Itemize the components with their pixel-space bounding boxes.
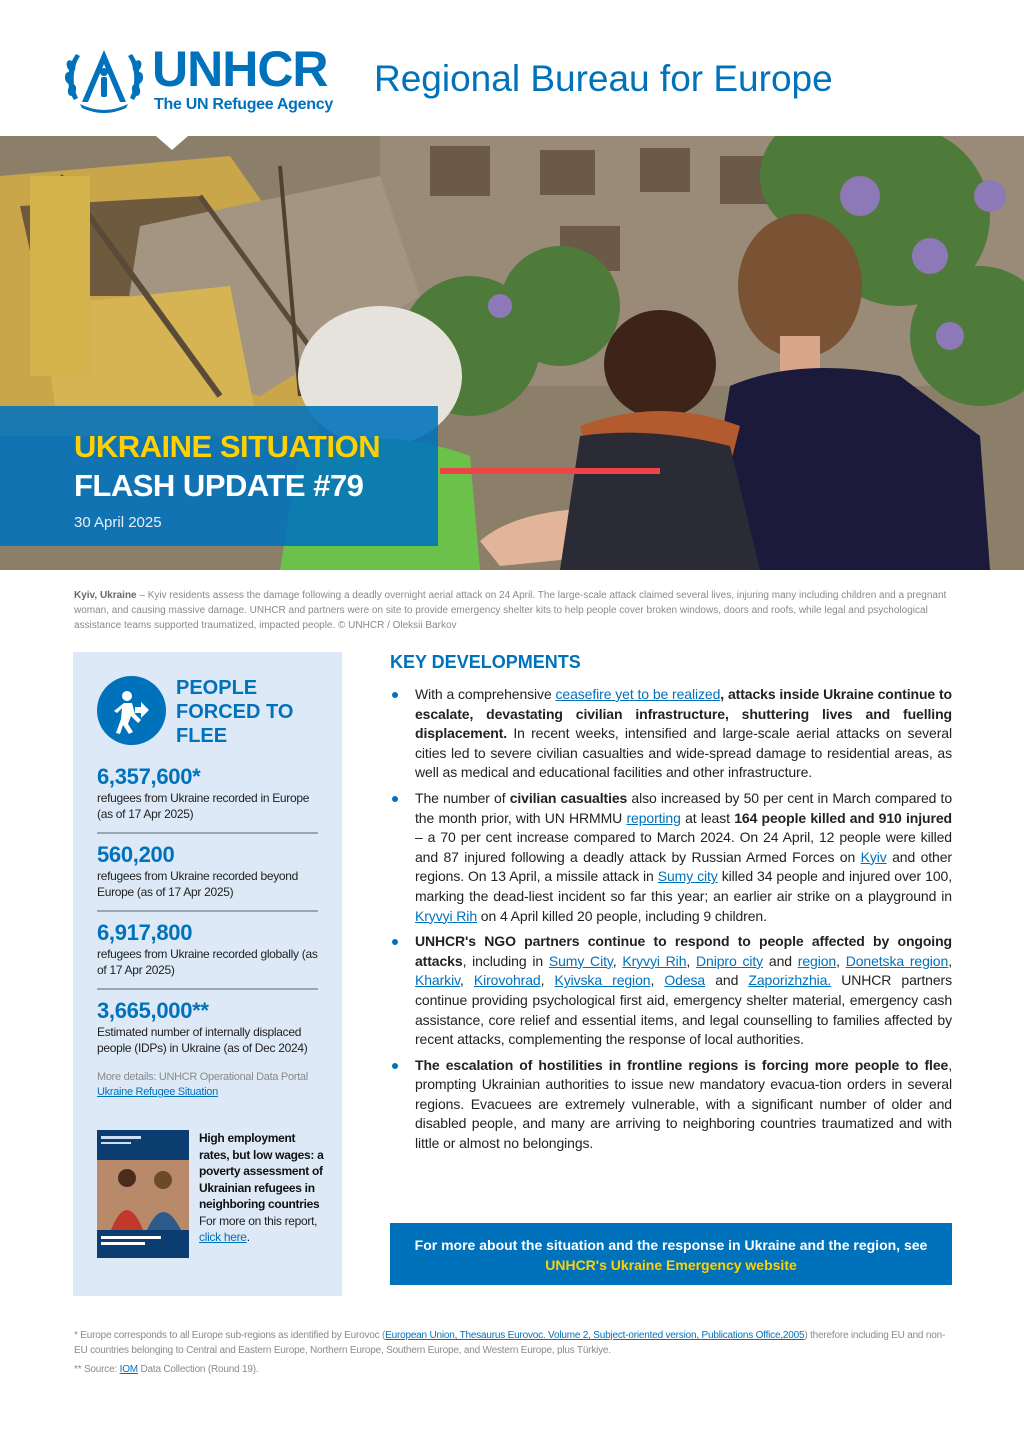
- title-flash-update: FLASH UPDATE #79: [74, 468, 364, 503]
- dnipro-city-link[interactable]: Dnipro city: [696, 952, 764, 969]
- footnotes: [74, 1328, 954, 1377]
- unhcr-emblem-icon: [62, 42, 146, 116]
- sidebar-header: [97, 676, 318, 756]
- bullet-bold: , attacks inside Ukraine continue to escalate, devastating civilian infrastructure, shuttering lives and fuelling displacement.: [415, 686, 952, 742]
- stat-idps: [97, 990, 318, 1066]
- bullet-bold: UNHCR's NGO partners continue to respond to people affected by ongoing attacks: [415, 933, 952, 969]
- kirovohrad-link[interactable]: Kirovohrad: [473, 972, 541, 989]
- caption-text: – Kyiv residents assess the damage following a deadly overnight aerial attack on 24 April. The large-scale attack claimed several lives, injuring many including children and a pregnant woman, and causing massive damage. UNHCR and partners were on site to provide emergency shelter kits to help people cover broken windows, doors and roofs, while legal and psychological assistance teams supported traumatized, impacted people. © UNHCR / Oleksii Barkov: [74, 590, 947, 631]
- footnote-europe: [74, 1328, 954, 1358]
- emergency-website-banner[interactable]: [390, 1223, 952, 1285]
- stat-value: 6,357,600*: [97, 764, 201, 789]
- list-item: UNHCR's NGO partners continue to respond to people affected by ongoing attacks, including in Sumy City, Kryvyi Rih, Dnipro city and region, Donetska region, Kharkiv, Kirovohrad, Kyivska region, Odesa and Zaporizhzhia. UNHCR partners continue providing psychological first aid, emergency shelter material, emergency cash assistance, core relief and essential items, and legal counselling to families affected by recent attacks, complementing the response of local authorities.: [390, 932, 952, 1050]
- publication-date: 30 April 2025: [74, 514, 162, 531]
- more-details-text: More details: UNHCR Operational Data Portal: [97, 1071, 308, 1083]
- report-click-here-link[interactable]: click here: [199, 1230, 247, 1244]
- bullet-text: With a comprehensive: [415, 686, 556, 702]
- report-promo: [97, 1130, 327, 1280]
- unhcr-wordmark: UNHCR: [152, 41, 328, 97]
- report-more: [199, 1213, 325, 1246]
- report-more-text: For more on this report,: [199, 1213, 318, 1228]
- more-details: [97, 1070, 318, 1100]
- report-title: High employment rates, but low wages: a poverty assessment of Ukrainian refugees in neighboring countries: [199, 1131, 324, 1211]
- footnote-text: Data Collection (Round 19).: [137, 1364, 259, 1375]
- cta-text: For more about the situation and the response in Ukraine and the region, see: [414, 1237, 928, 1253]
- kyivska-region-link[interactable]: Kyivska region: [554, 972, 651, 989]
- kryvyi-rih-ngo-link[interactable]: Kryvyi Rih: [622, 952, 687, 969]
- sidebar-title: PEOPLE FORCED TO FLEE: [176, 677, 294, 747]
- page-header: [0, 0, 1024, 136]
- zaporizhzhia-link[interactable]: Zaporizhzhia.: [748, 972, 832, 989]
- stat-label: Estimated number of internally displaced people (IDPs) in Ukraine (as of Dec 2024): [97, 1025, 308, 1055]
- bullet-text: UNHCR partners continue providing psychological first aid, emergency shelter material, emergency cash assistance, core relief and essential items, and legal counselling to families affected by recent attacks, complementing the response of local authorities.: [415, 972, 952, 1048]
- iom-link[interactable]: IOM: [119, 1364, 138, 1375]
- key-developments-list: [390, 685, 952, 1154]
- kharkiv-link[interactable]: Kharkiv: [415, 972, 460, 989]
- title-situation: UKRAINE SITUATION: [74, 429, 381, 464]
- sumy-city-ngo-link[interactable]: Sumy City: [548, 952, 613, 969]
- sidebar-people-forced-to-flee: [73, 652, 342, 1296]
- photo-caption: [74, 588, 960, 633]
- eurovoc-link[interactable]: European Union, Thesaurus Eurovoc. Volume 2, Subject-oriented version, Publications Office,2005: [385, 1330, 805, 1341]
- stat-beyond-europe: [97, 834, 318, 912]
- bullet-text: also increased by 50 per cent in March compared to the month prior, with UN HRMMU: [415, 789, 953, 826]
- kryvyi-rih-link[interactable]: Kryvyi Rih: [415, 907, 478, 924]
- bullet-text: and other regions. On 13 April, a missile attack in: [415, 848, 952, 885]
- list-item: [390, 789, 952, 926]
- bullet-text: , prompting Ukrainian authorities to issue new mandatory evacua-tion orders in several regions. Evacuees are extremely vulnerable, with a significant number of older and disabled people, and many are arriving to neighboring countries traumatized and with little or almost no belongings.: [415, 1056, 952, 1152]
- bullet-text: The number of: [415, 789, 510, 806]
- header-notch: [156, 136, 188, 150]
- bureau-title: Regional Bureau for Europe: [374, 58, 833, 99]
- stat-value: 6,917,800: [97, 920, 193, 945]
- stat-label: refugees from Ukraine recorded in Europe (as of 17 Apr 2025): [97, 791, 310, 821]
- odesa-link[interactable]: Odesa: [664, 972, 706, 989]
- bullet-bold: 164 people killed and 910 injured: [734, 809, 952, 826]
- bullet-bold: civilian casualties: [509, 789, 628, 806]
- bullet-text: and: [763, 952, 798, 969]
- ceasefire-link[interactable]: ceasefire yet to be realized: [555, 686, 721, 702]
- bullet-text: killed 34 people and injured over 100, marking the dead-liest incident so far this year; an earlier air strike on a playground in: [415, 868, 952, 904]
- title-banner: [0, 406, 438, 546]
- emergency-website-link[interactable]: UNHCR's Ukraine Emergency website: [545, 1257, 797, 1273]
- stat-value: 3,665,000**: [97, 998, 209, 1023]
- report-description: [199, 1130, 325, 1246]
- list-item: [390, 685, 952, 783]
- dnipro-region-link[interactable]: region: [797, 952, 837, 969]
- footnote-text: * Europe corresponds to all Europe sub-regions as identified by Eurovoc (: [74, 1330, 386, 1341]
- list-item: [390, 1056, 952, 1154]
- donetska-region-link[interactable]: Donetska region: [845, 952, 949, 969]
- sumy-city-link[interactable]: Sumy city: [657, 868, 718, 885]
- stat-label: refugees from Ukraine recorded globally (as of 17 Apr 2025): [97, 947, 318, 977]
- people-fleeing-icon: [97, 676, 166, 745]
- key-developments-heading: KEY DEVELOPMENTS: [390, 652, 581, 672]
- stat-europe: [97, 756, 318, 834]
- bullet-text: on 4 April killed 20 people, including 9 children.: [477, 907, 767, 924]
- footnote-text: ** Source:: [74, 1364, 120, 1375]
- kyiv-link[interactable]: Kyiv: [860, 848, 887, 865]
- unhcr-tagline: The UN Refugee Agency: [154, 96, 333, 113]
- ukraine-refugee-situation-link[interactable]: Ukraine Refugee Situation: [97, 1086, 218, 1098]
- stat-value: 560,200: [97, 842, 175, 867]
- footnote-source: [74, 1362, 954, 1377]
- bullet-text: – a 70 per cent increase compared to March 2024. On 24 April, 12 people were killed and 87 injured following a deadly attack by Russian Armed Forces on: [415, 829, 952, 865]
- bullet-text: , including in: [462, 952, 549, 969]
- report-period: .: [246, 1230, 250, 1244]
- stat-label: refugees from Ukraine recorded beyond Europe (as of 17 Apr 2025): [97, 869, 299, 899]
- report-cover-image[interactable]: [97, 1130, 189, 1258]
- bullet-text: In recent weeks, intensified and large-scale aerial attacks on several cities led to severe civilian casualties and wide-spread damage to residential areas, as well as medical and educational facilities and other infrastructure.: [415, 725, 952, 781]
- key-developments: [390, 652, 952, 1160]
- caption-place: Kyiv, Ukraine: [74, 590, 137, 601]
- footnote-text: ) therefore including EU and non-EU countries belonging to Central and Eastern Europe, Northern Europe, Southern Europe, and Western Europe, plus Türkiye.: [74, 1330, 946, 1356]
- reporting-link[interactable]: reporting: [626, 809, 681, 826]
- stat-global: [97, 912, 318, 990]
- bullet-text: at least: [680, 809, 735, 826]
- bullet-bold: The escalation of hostilities in frontline regions is forcing more people to flee: [415, 1056, 949, 1073]
